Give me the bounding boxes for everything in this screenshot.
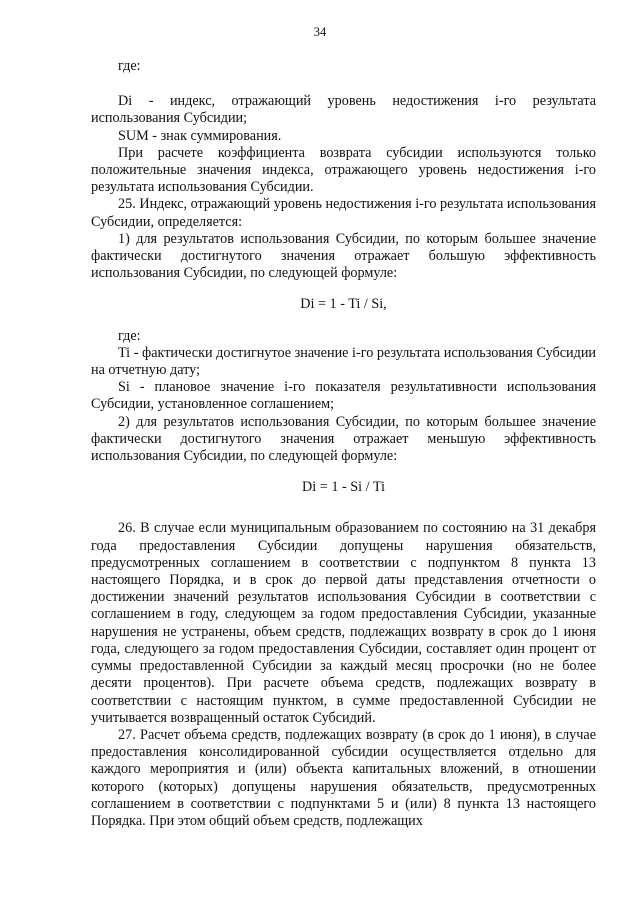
di-definition: Di - индекс, отражающий уровень недостижения i-го результата использования Субсидии; [91, 93, 596, 127]
paragraph-25: 25. Индекс, отражающий уровень недостижения i-го результата использования Субсидии, определяется: [91, 196, 596, 230]
where-label-2: где: [118, 327, 141, 344]
formula-1: Di = 1 - Ti / Si, [300, 296, 387, 313]
formula-2: Di = 1 - Si / Ti [302, 479, 385, 496]
paragraph-25-item-1: 1) для результатов использования Субсидии, по которым большее значение фактически достигнутого значения отражает большую эффективность использования Субсидии, по следующей формуле: [91, 230, 596, 282]
ti-definition: Ti - фактически достигнутое значение i-го результата использования Субсидии на отчетную дату; [91, 344, 596, 379]
paragraph-26: 26. В случае если муниципальным образованием по состоянию на 31 декабря года предоставления Субсидии допущены нарушения обязательств, предусмотренных соглашением в соответствии с подпунктом 8 пункта 13 настоящего Порядка, и в срок до первой даты представления отчетности о достижении значений результатов использования Субсидии в соответствии с соглашением в году, следующем за годом предоставления Субсидии, указанные нарушения не устранены, объем средств, подлежащих возврату в срок до 1 июня года, следующего за годом предоставления Субсидии, составляет один процент от суммы предоставленной Субсидии за каждый месяц просрочки (но не более десяти процентов). При расчете объема средств, подлежащих возврату в соответствии с настоящим пунктом, в сумме предоставленной Субсидии не учитывается возвращенный остаток Субсидий. [91, 520, 596, 726]
document-body [91, 58, 596, 830]
sum-definition: SUM - знак суммирования. [118, 127, 282, 144]
paragraph-27: 27. Расчет объема средств, подлежащих возврату (в срок до 1 июня), в случае предоставления консолидированной субсидии осуществляется отдельно для каждого мероприятия и (или) объекта капитальных вложений, в отношении которого (которых) допущены нарушения обязательств, предусмотренных соглашением в соответствии с подпунктами 5 и (или) 8 пункта 13 настоящего Порядка. При этом общий объем средств, подлежащих [91, 726, 596, 829]
si-definition: Si - плановое значение i-го показателя результативности использования Субсидии, установленное соглашением; [91, 379, 596, 413]
where-label: где: [118, 58, 141, 74]
coefficient-paragraph: При расчете коэффициента возврата субсидии используются только положительные значения индекса, отражающего уровень недостижения i-го результата использования Субсидии. [91, 144, 596, 196]
paragraph-25-item-2: 2) для результатов использования Субсидии, по которым большее значение фактически достигнутого значения отражает меньшую эффективность использования Субсидии, по следующей формуле: [91, 413, 596, 465]
page-number: 34 [313, 25, 327, 39]
